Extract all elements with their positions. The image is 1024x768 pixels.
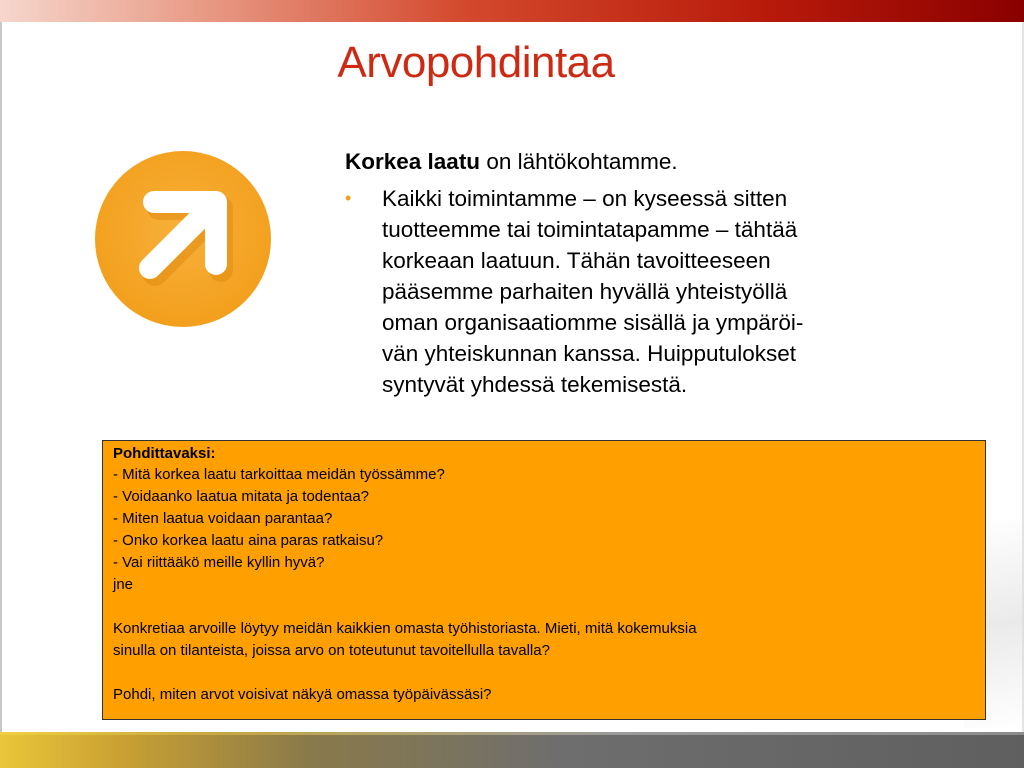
question-item: - Miten laatua voidaan parantaa?: [113, 510, 333, 527]
question-item: - Mitä korkea laatu tarkoittaa meidän työssämme?: [113, 466, 445, 483]
etc-text: jne: [113, 576, 134, 593]
bullet-text: [382, 183, 942, 400]
lead-sentence: [345, 146, 945, 177]
bullet-line: vän yhteiskunnan kanssa. Huipputulokset: [382, 341, 797, 366]
left-border-line: [0, 22, 2, 732]
bullet-item: [345, 183, 945, 400]
slide-title-text: Arvopohdintaa: [337, 38, 615, 87]
lead-bold: Korkea laatu: [345, 149, 481, 174]
paragraph-line: Konkretiaa arvoille löytyy meidän kaikkien omasta työhistoriasta. Mieti, mitä kokemuksia: [113, 620, 697, 637]
bullet-line: tuotteemme tai toimintatapamme – tähtää: [382, 217, 798, 242]
top-decorative-band: [0, 0, 1024, 22]
lead-rest: on lähtökohtamme.: [480, 149, 678, 174]
paragraph-line: sinulla on tilanteista, joissa arvo on toteutunut tavoitellulla tavalla?: [113, 642, 550, 659]
arrow-up-right-icon: [94, 150, 272, 328]
main-content: [345, 146, 945, 400]
box-heading: Pohdittavaksi:: [113, 445, 216, 462]
bullet-line: syntyvät yhdessä tekemisestä.: [382, 372, 688, 397]
spacer: [113, 662, 975, 684]
spacer: [113, 596, 975, 618]
bullet-line: Kaikki toimintamme – on kyseessä sitten: [382, 186, 788, 211]
question-item: - Voidaanko laatua mitata ja todentaa?: [113, 488, 370, 505]
bottom-decorative-band: [0, 732, 1024, 768]
bullet-line: pääsemme parhaiten hyvällä yhteistyöllä: [382, 279, 788, 304]
paragraph-line: Pohdi, miten arvot voisivat näkyä omassa työpäivässäsi?: [113, 686, 492, 703]
bullet-line: oman organisaatiomme sisällä ja ympäröi-: [382, 310, 804, 335]
reflection-box: [102, 440, 986, 720]
slide-title: [0, 38, 1024, 88]
bullet-dot-icon: •: [345, 188, 352, 208]
question-item: - Vai riittääkö meille kyllin hyvä?: [113, 554, 325, 571]
question-item: - Onko korkea laatu aina paras ratkaisu?: [113, 532, 384, 549]
bullet-line: korkeaan laatuun. Tähän tavoitteeseen: [382, 248, 771, 273]
